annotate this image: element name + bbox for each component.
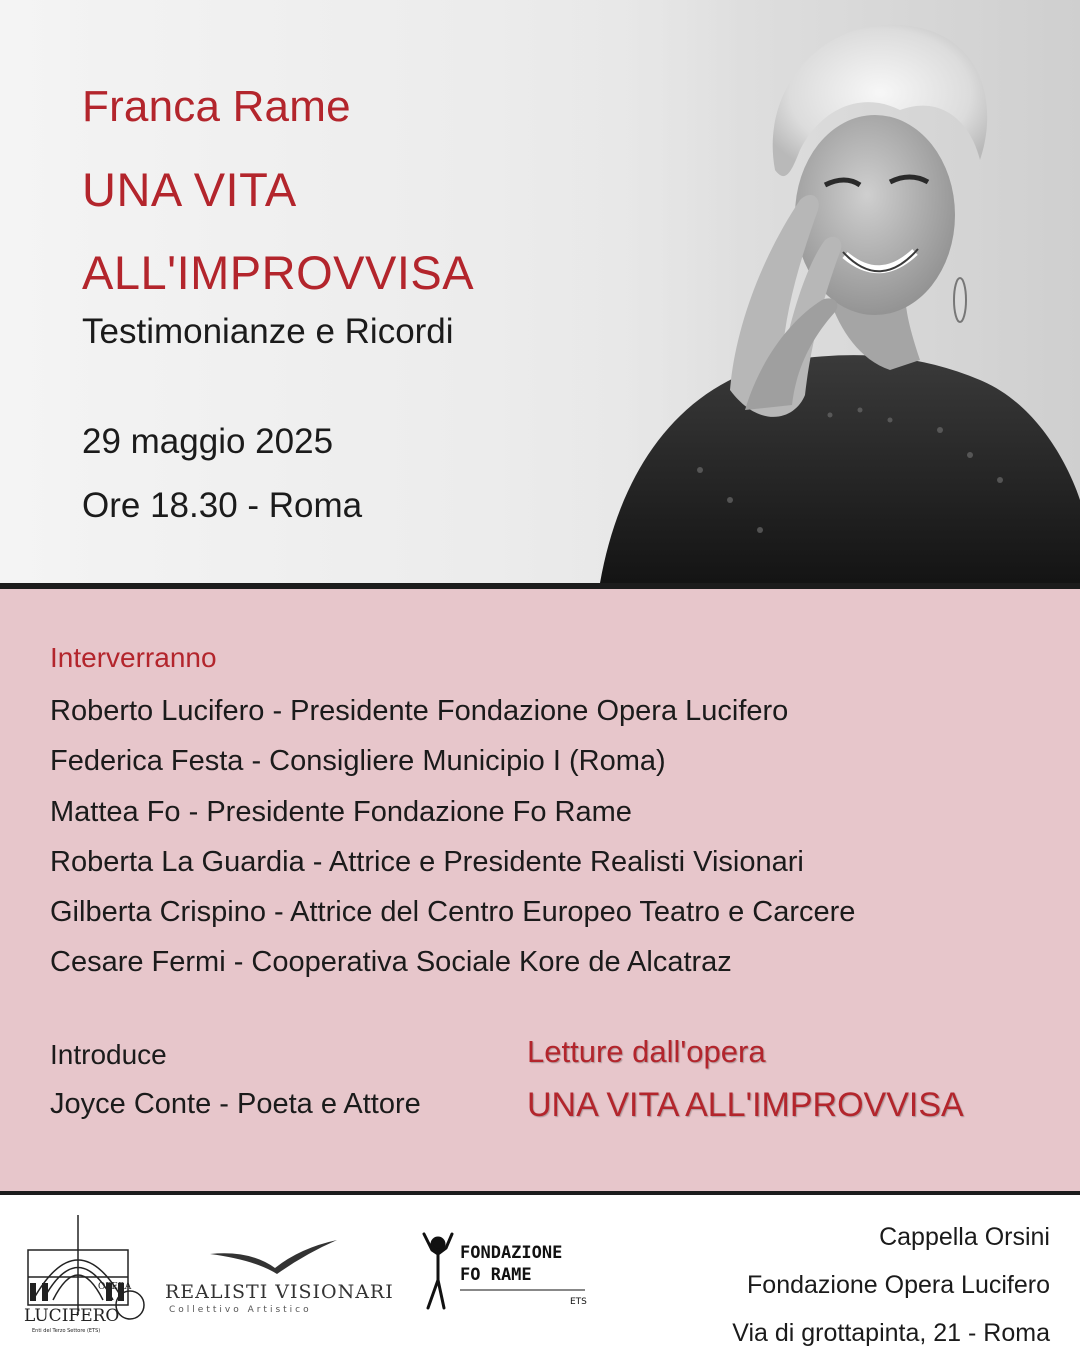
speakers-label: Interverranno (50, 642, 217, 673)
logo-fondazione-text: FONDAZIONE (460, 1243, 563, 1263)
logo-collettivo-text: Collettivo Artistico (169, 1305, 312, 1315)
venue-name: Cappella Orsini (879, 1223, 1050, 1251)
event-date: 29 maggio 2025 (82, 422, 334, 461)
logo-lucifero-text: LUCIFERO (24, 1306, 120, 1326)
speaker-item: Roberto Lucifero - Presidente Fondazione Opera Lucifero (50, 695, 789, 727)
speaker-item: Cesare Fermi - Cooperativa Sociale Kore de Alcatraz (50, 946, 732, 979)
logo-forame-text: FO RAME (460, 1265, 532, 1285)
fondazione-fo-rame-logo (420, 1230, 600, 1315)
venue-organization: Fondazione Opera Lucifero (747, 1271, 1050, 1299)
venue-address: Via di grottapinta, 21 - Roma (732, 1319, 1050, 1347)
reading-label: Letture dall'opera (527, 1034, 766, 1069)
intro-label: Introduce (50, 1039, 167, 1070)
event-title-line1: UNA VITA (82, 163, 297, 216)
speakers-list (50, 686, 855, 988)
venue-block (732, 1213, 1050, 1357)
opera-lucifero-logo (18, 1205, 158, 1335)
speaker-item: Mattea Fo - Presidente Fondazione Fo Rame (50, 795, 632, 828)
logo-ets-text: Enti del Terzo Settore (ETS) (32, 1328, 101, 1334)
event-person-name: Franca Rame (82, 82, 351, 131)
intro-name: Joyce Conte - Poeta e Attore (50, 1088, 421, 1120)
logo-realisti-text: REALISTI VISIONARI (165, 1281, 394, 1303)
event-title-line2: ALL'IMPROVVISA (82, 246, 475, 299)
hero-section (0, 0, 1080, 583)
event-subtitle: Testimonianze e Ricordi (82, 312, 454, 351)
logo-opera-text: OPERA (98, 1282, 132, 1292)
speaker-item: Roberta La Guardia - Attrice e Presidente Realisti Visionari (50, 845, 804, 878)
event-time-place: Ore 18.30 - Roma (82, 486, 363, 525)
speaker-item: Federica Festa - Consigliere Municipio I (Roma) (50, 745, 666, 778)
speaker-item: Gilberta Crispino - Attrice del Centro Europeo Teatro e Carcere (50, 896, 856, 929)
logo-forame-ets-text: ETS (570, 1297, 587, 1307)
reading-title: UNA VITA ALL'IMPROVVISA (527, 1086, 964, 1124)
realisti-visionari-logo (165, 1232, 395, 1322)
portrait-photo (560, 0, 1080, 583)
